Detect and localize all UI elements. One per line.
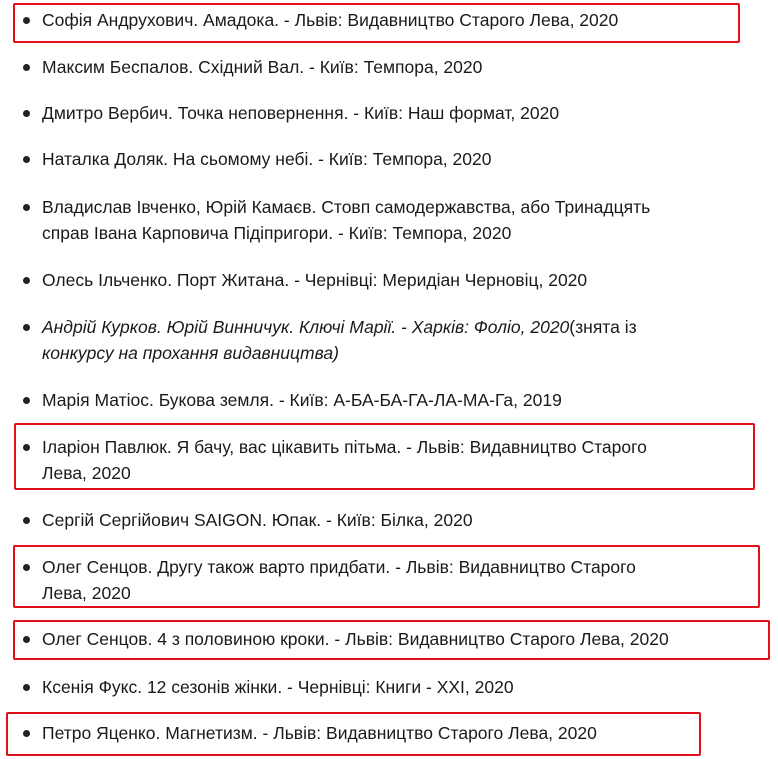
list-item-text: Максим Беспалов. Східний Вал. - Київ: Темпора, 2020 — [42, 57, 483, 77]
list-item-text: Наталка Доляк. На сьомому небі. - Київ: Темпора, 2020 — [42, 149, 492, 169]
bullet-icon — [23, 684, 30, 691]
list-item-text: Олег Сенцов. Другу також варто придбати. - Львів: Видавництво Старого — [42, 557, 636, 577]
bullet-icon — [23, 110, 30, 117]
highlight-box — [13, 620, 770, 660]
list-item-text: справ Івана Карповича Підіпригори. - Київ: Темпора, 2020 — [42, 223, 512, 243]
list-item-text: Сергій Сергійович SAIGON. Юпак. - Київ: Білка, 2020 — [42, 510, 473, 530]
list-item — [42, 674, 514, 700]
list-item-text: Ксенія Фукс. 12 сезонів жінки. - Чернівці: Книги - XXI, 2020 — [42, 677, 514, 697]
bullet-icon — [23, 204, 30, 211]
list-item-text: Марія Матіос. Букова земля. - Київ: А-БА-БА-ГА-ЛА-МА-Га, 2019 — [42, 390, 562, 410]
bullet-icon — [23, 397, 30, 404]
list-item-text: Дмитро Вербич. Точка неповернення. - Київ: Наш формат, 2020 — [42, 103, 560, 123]
list-item-text: Олег Сенцов. 4 з половиною кроки. - Львів: Видавництво Старого Лева, 2020 — [42, 629, 669, 649]
highlight-box — [13, 3, 740, 43]
withdrawn-title: Андрій Курков. Юрій Винничук. Ключі Марії. - Харків: Фоліо, 2020 — [42, 317, 570, 337]
highlight-box — [14, 423, 755, 490]
list-item-text — [42, 314, 637, 340]
bullet-icon — [23, 277, 30, 284]
list-item — [42, 54, 482, 80]
highlight-box — [6, 712, 701, 756]
list-item — [42, 507, 473, 533]
bullet-icon — [23, 517, 30, 524]
list-item — [42, 267, 587, 293]
bullet-icon — [23, 156, 30, 163]
list-item-text: Олесь Ільченко. Порт Житана. - Чернівці: Меридіан Черновіц, 2020 — [42, 270, 588, 290]
list-item-text: Петро Яценко. Магнетизм. - Львів: Видавництво Старого Лева, 2020 — [42, 723, 597, 743]
list-item-text: Лева, 2020 — [42, 583, 131, 603]
list-item-text — [42, 340, 637, 366]
withdrawn-note-continued: конкурсу на прохання видавництва) — [42, 343, 339, 363]
list-item-text: Іларіон Павлюк. Я бачу, вас цікавить пітьма. - Львів: Видавництво Старого — [42, 437, 647, 457]
list-item-withdrawn — [42, 314, 637, 366]
list-item — [42, 387, 562, 413]
list-item — [42, 194, 650, 246]
bullet-icon — [23, 324, 30, 331]
highlight-box — [13, 545, 760, 608]
list-item-text: Лева, 2020 — [42, 463, 131, 483]
list-item-text: Софія Андрухович. Амадока. - Львів: Видавництво Старого Лева, 2020 — [42, 10, 619, 30]
withdrawn-note: (знята із — [569, 317, 637, 337]
bullet-icon — [23, 64, 30, 71]
list-item — [42, 100, 559, 126]
list-item-text: Владислав Івченко, Юрій Камаєв. Стовп самодержавства, або Тринадцять — [42, 197, 651, 217]
list-item — [42, 146, 491, 172]
